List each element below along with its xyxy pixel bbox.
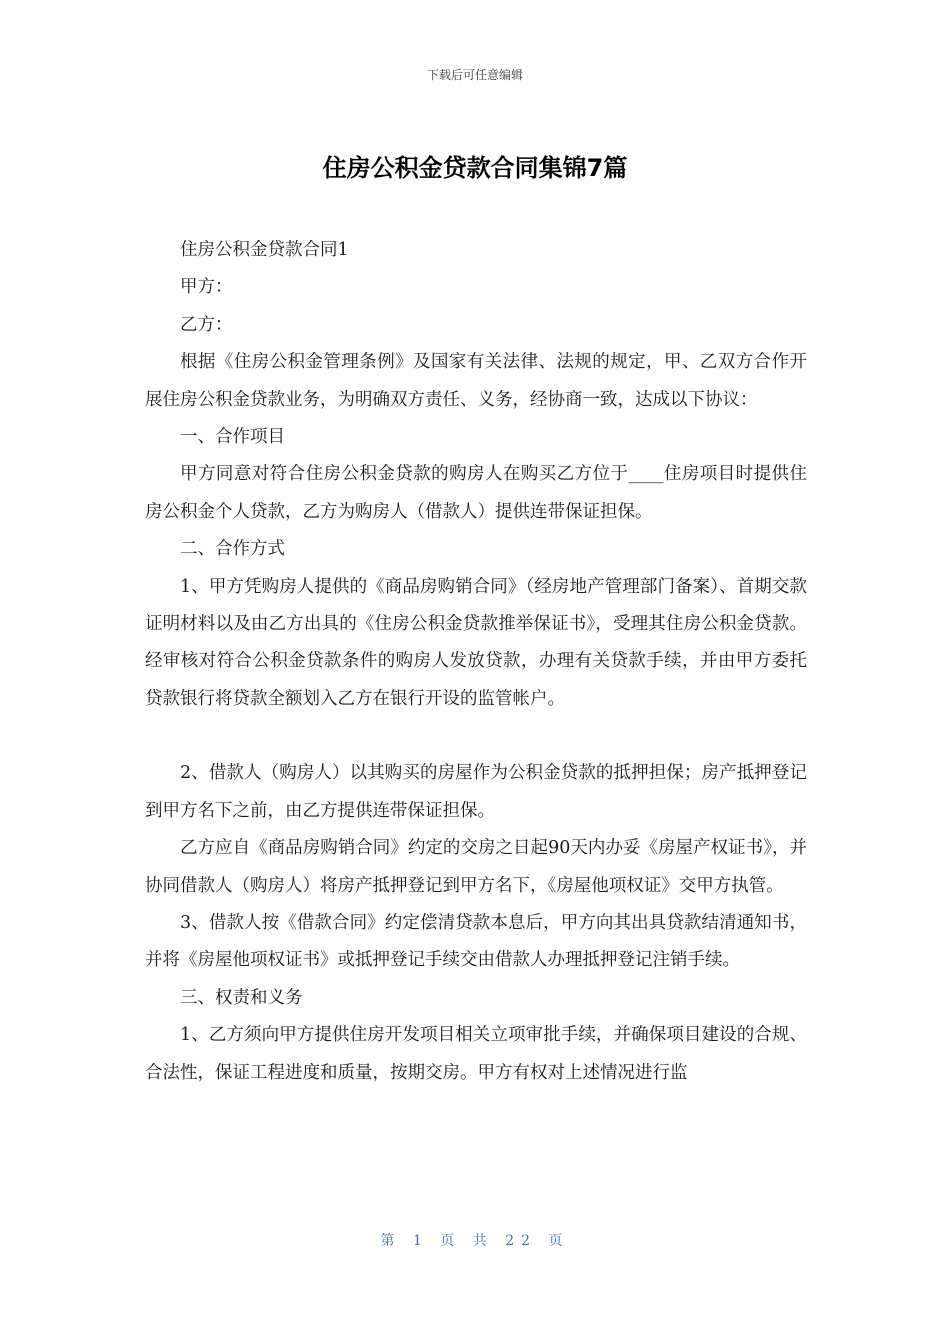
contract-heading: 住房公积金贷款合同1 <box>180 240 349 260</box>
party-a-line: 甲方： <box>180 277 233 298</box>
header-note: 下载后可任意编辑 <box>426 68 523 82</box>
paragraph: 1、甲方凭购房人提供的《商品房购销合同》（经房地产管理部门备案）、首期交款证明材料以及由乙方出具的《住房公积金贷款推举保证书》，受理其住房公积金贷款。经审核对符合公积金贷款条件的购房人发放贷款，办理有关贷款手续，并由甲方委托贷款银行将贷款全额划入乙方在银行开设的监管帐户。 <box>145 576 807 709</box>
section-heading-3: 三、权责和义务 <box>180 987 303 1008</box>
paragraph: 3、借款人按《借款合同》约定偿清贷款本息后，甲方向其出具贷款结清通知书，并将《房屋他项权证书》或抵押登记手续交由借款人办理抵押登记注销手续。 <box>145 912 807 971</box>
paragraph: 乙方应自《商品房购销合同》约定的交房之日起90天内办妥《房屋产权证书》，并协同借款人（购房人）将房产抵押登记到甲方名下，《房屋他项权证》交甲方执管。 <box>145 838 807 896</box>
paragraph: 1、乙方须向甲方提供住房开发项目相关立项审批手续，并确保项目建设的合规、合法性，保证工程进度和质量，按期交房。甲方有权对上述情况进行监 <box>145 1025 807 1083</box>
section-heading-1: 一、合作项目 <box>180 427 285 448</box>
document-body <box>145 232 807 1092</box>
preamble-paragraph: 根据《住房公积金管理条例》及国家有关法律、法规的规定，甲、乙双方合作开展住房公积金贷款业务，为明确双方责任、义务，经协商一致，达成以下协议： <box>145 352 807 410</box>
paragraph: 2、借款人（购房人）以其购买的房屋作为公积金贷款的抵押担保；房产抵押登记到甲方名下之前，由乙方提供连带保证担保。 <box>145 763 807 821</box>
page-number-footer: 第 1 页 共 22 页 <box>380 1233 570 1249</box>
section-heading-2: 二、合作方式 <box>180 539 285 560</box>
paragraph: 甲方同意对符合住房公积金贷款的购房人在购买乙方位于____住房项目时提供住房公积金个人贷款，乙方为购房人（借款人）提供连带保证担保。 <box>145 464 807 522</box>
party-b-line: 乙方： <box>180 314 233 335</box>
document-title: 住房公积金贷款合同集锦7篇 <box>322 154 628 182</box>
